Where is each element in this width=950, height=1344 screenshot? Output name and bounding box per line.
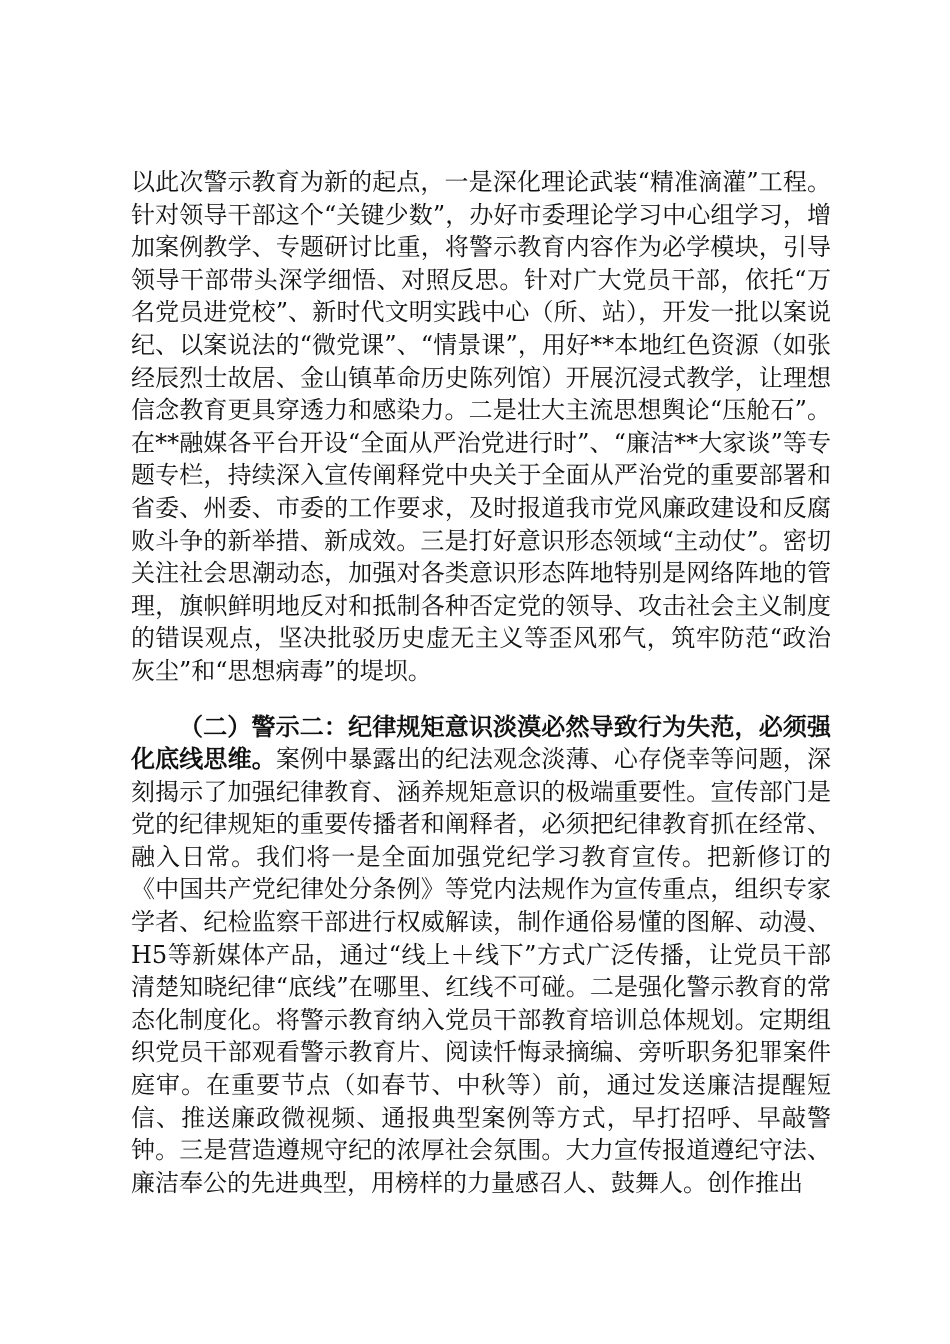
section-heading: （二）警示二：纪律规矩意识淡漠必然导致行为失范，必须强化底线思维。 (131, 712, 831, 774)
paragraph-warning-two (131, 711, 831, 1200)
paragraph-ideology-work (131, 166, 831, 688)
paragraph-text: 案例中暴露出的纪法观念淡薄、心存侥幸等问题，深刻揭示了加强纪律教育、涵养规矩意识的极端重要性。宣传部门是党的纪律规矩的重要传播者和阐释者，必须把纪律教育抓在经常、融入日常。我们将一是全面加强党纪学习教育宣传。把新修订的《中国共产党纪律处分条例》等党内法规作为宣传重点，组织专家学者、纪检监察干部进行权威解读，制作通俗易懂的图解、动漫、H5等新媒体产品，通过“线上＋线下”方式广泛传播，让党员干部清楚知晓纪律“底线”在哪里、红线不可碰。二是强化警示教育的常态化制度化。将警示教育纳入党员干部教育培训总体规划。定期组织党员干部观看警示教育片、阅读忏悔录摘编、旁听职务犯罪案件庭审。在重要节点（如春节、中秋等）前，通过发送廉洁提醒短信、推送廉政微视频、通报典型案例等方式，早打招呼、早敲警钟。三是营造遵规守纪的浓厚社会氛围。大力宣传报道遵纪守法、廉洁奉公的先进典型，用榜样的力量感召人、鼓舞人。创作推出 (131, 745, 832, 1197)
paragraph-text: 以此次警示教育为新的起点，一是深化理论武装“精准滴灌”工程。针对领导干部这个“关键少数”，办好市委理论学习中心组学习，增加案例教学、专题研讨比重，将警示教育内容作为必学模块，引导领导干部带头深学细悟、对照反思。针对广大党员干部，依托“万名党员进党校”、新时代文明实践中心（所、站），开发一批以案说纪、以案说法的“微党课”、“情景课”，用好**本地红色资源（如张经辰烈士故居、金山镇革命历史陈列馆）开展沉浸式教学，让理想信念教育更具穿透力和感染力。二是壮大主流思想舆论“压舱石”。在**融媒各平台开设“全面从严治党进行时”、“廉洁**大家谈”等专题专栏，持续深入宣传阐释党中央关于全面从严治党的重要部署和省委、州委、市委的工作要求，及时报道我市党风廉政建设和反腐败斗争的新举措、新成效。三是打好意识形态领域“主动仗”。密切关注社会思潮动态，加强对各类意识形态阵地特别是网络阵地的管理，旗帜鲜明地反对和抵制各种否定党的领导、攻击社会主义制度的错误观点，坚决批驳历史虚无主义等歪风邪气，筑牢防范“政治灰尘”和“思想病毒”的堤坝。 (131, 168, 831, 685)
document-body (131, 166, 831, 1199)
